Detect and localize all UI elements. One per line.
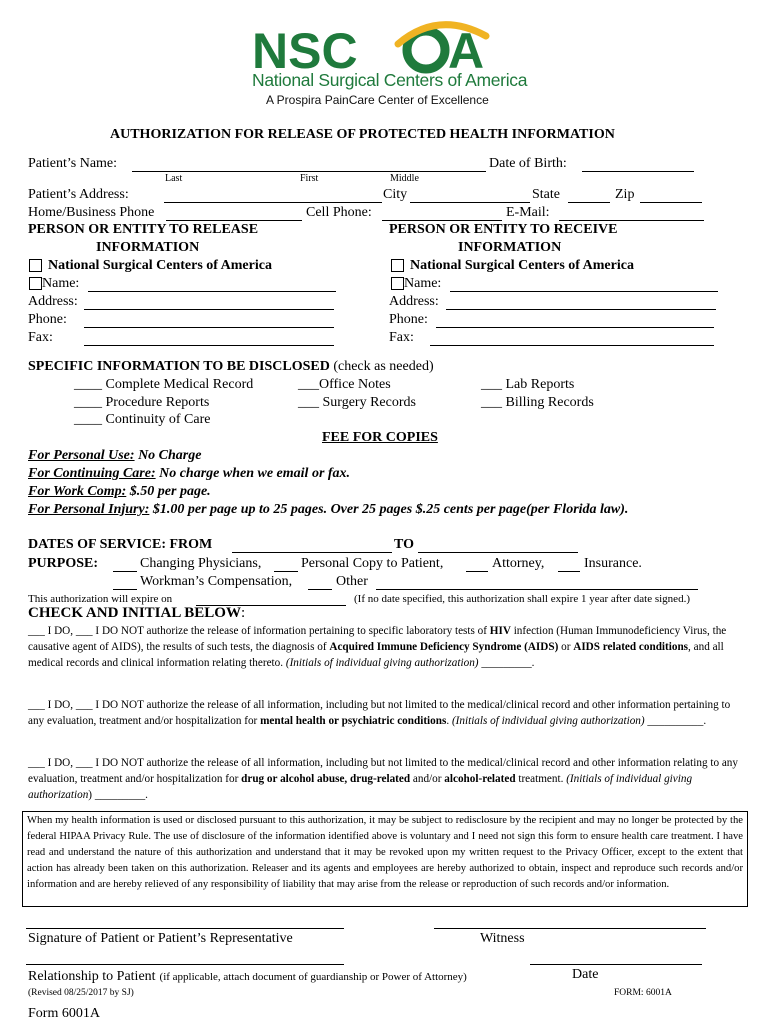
fee-heading: FEE FOR COPIES	[322, 430, 438, 445]
patient-address-label: Patient’s Address:	[28, 187, 129, 202]
disclose-billing-records[interactable]: ___ Billing Records	[481, 395, 594, 410]
release-phone-field[interactable]	[84, 327, 334, 328]
release-name-label: Name:	[42, 276, 80, 291]
witness-signature-line[interactable]	[434, 928, 706, 929]
mental-text-conditions: mental health or psychiatric conditions	[260, 715, 447, 727]
fee-work-comp-label: For Work Comp:	[28, 484, 127, 499]
dates-from-field[interactable]	[232, 552, 392, 553]
purpose-label: PURPOSE:	[28, 556, 98, 571]
drug-text-1: ___ I DO, ___ I DO NOT authorize the release of all information, including but not limited to the medical/clinical record and other information relating to any evaluation, treatment and/or hospitalization for	[28, 757, 738, 785]
check-heading-row	[28, 605, 245, 622]
disclose-complete-record[interactable]: ____ Complete Medical Record	[74, 377, 254, 392]
city-field[interactable]	[410, 202, 530, 203]
patient-name-field[interactable]	[132, 171, 486, 172]
dates-from-label: DATES OF SERVICE: FROM	[28, 537, 213, 552]
city-label: City	[383, 187, 408, 202]
expire-note: (If no date specified, this authorization shall expire 1 year after date signed.)	[354, 593, 690, 605]
logo-letters-nsc: NSC	[252, 23, 358, 79]
release-heading: PERSON OR ENTITY TO RELEASE	[28, 222, 259, 237]
mental-text-2: .	[446, 715, 452, 727]
drug-initials-blank: ) _________.	[88, 789, 148, 801]
mental-text-1: ___ I DO, ___ I DO NOT authorize the release of all information, including but not limited to the medical/clinical record and other information pertaining to any evaluation, treatment and/or hospitalization for	[28, 699, 731, 727]
release-phone-label: Phone:	[28, 312, 67, 327]
release-fax-field[interactable]	[84, 345, 334, 346]
hiv-text-hiv: HIV	[489, 625, 511, 637]
purpose-other: Other	[336, 574, 368, 589]
receive-name-checkbox[interactable]	[391, 277, 404, 290]
drug-text-alcohol: alcohol-related	[444, 773, 516, 785]
hiv-consent-paragraph[interactable]	[28, 623, 740, 671]
state-label: State	[532, 187, 560, 202]
disclose-office-notes[interactable]: ___Office Notes	[298, 377, 391, 392]
patient-name-label: Patient’s Name:	[28, 156, 118, 171]
release-nsca-checkbox[interactable]	[29, 259, 42, 272]
name-sub-first: First	[300, 173, 319, 184]
hiv-text-aids-related: AIDS related conditions	[573, 641, 689, 653]
home-phone-field[interactable]	[166, 220, 302, 221]
mental-consent-paragraph[interactable]	[28, 697, 740, 729]
form-name: Form 6001A	[28, 1006, 100, 1021]
org-name: National Surgical Centers of America	[252, 70, 528, 90]
fee-injury-value: $1.00 per page up to 25 pages. Over 25 pages $.25 cents per page(per Florida law).	[152, 502, 629, 517]
purpose-attorney: Attorney,	[492, 556, 545, 571]
drug-text-abuse: drug or alcohol abuse, drug-related	[241, 773, 411, 785]
fee-continuing-care	[28, 466, 350, 482]
relationship-line[interactable]	[26, 964, 344, 965]
disclose-continuity-care[interactable]: ____ Continuity of Care	[74, 412, 211, 427]
form-code: FORM: 6001A	[614, 988, 672, 998]
fee-continuing-value: No charge when we email or fax.	[159, 466, 351, 481]
purpose-other-blank[interactable]	[308, 589, 332, 590]
purpose-physicians-blank[interactable]	[113, 571, 137, 572]
name-sub-middle: Middle	[390, 173, 419, 184]
fee-personal-use-value: No Charge	[138, 448, 202, 463]
witness-label: Witness	[480, 931, 525, 946]
receive-address-label: Address:	[389, 294, 439, 309]
purpose-other-field[interactable]	[376, 589, 698, 590]
purpose-attorney-blank[interactable]	[466, 571, 488, 572]
fee-personal-use-label: For Personal Use:	[28, 448, 135, 463]
zip-label: Zip	[615, 187, 635, 202]
relationship-row	[28, 967, 467, 985]
release-nsca-label: National Surgical Centers of America	[48, 258, 272, 273]
receive-phone-field[interactable]	[436, 327, 714, 328]
receive-name-field[interactable]	[450, 291, 718, 292]
check-heading-colon: :	[240, 605, 246, 621]
receive-fax-field[interactable]	[430, 345, 714, 346]
hiv-text-1: ___ I DO, ___ I DO NOT authorize the release of information pertaining to specific laboratory tests of	[28, 625, 490, 637]
fee-personal-use	[28, 448, 201, 464]
fee-continuing-label: For Continuing Care:	[28, 466, 156, 481]
state-field[interactable]	[568, 202, 610, 203]
disclose-surgery-records[interactable]: ___ Surgery Records	[298, 395, 416, 410]
hiv-text-aids: Acquired Immune Deficiency Syndrome (AIDS)	[329, 641, 559, 653]
hiv-text-4: , and all medical records and clinical information relating thereto.	[28, 641, 724, 669]
revised-note: (Revised 08/25/2017 by SJ)	[28, 988, 134, 998]
release-address-field[interactable]	[84, 309, 334, 310]
release-address-label: Address:	[28, 294, 78, 309]
purpose-personal-blank[interactable]	[274, 571, 298, 572]
home-phone-label: Home/Business Phone	[28, 205, 155, 220]
drug-initials-label: (Initials of individual giving authorization	[28, 773, 693, 801]
purpose-personal-copy: Personal Copy to Patient,	[301, 556, 444, 571]
patient-signature-label: Signature of Patient or Patient’s Representative	[28, 931, 293, 946]
disclose-heading-row	[28, 359, 434, 375]
cell-phone-label: Cell Phone:	[306, 205, 372, 220]
email-field[interactable]	[559, 220, 704, 221]
drug-consent-paragraph[interactable]	[28, 755, 740, 803]
dates-to-field[interactable]	[418, 552, 578, 553]
disclose-heading: SPECIFIC INFORMATION TO BE DISCLOSED	[28, 359, 330, 374]
name-sub-last: Last	[165, 173, 183, 184]
purpose-insurance-blank[interactable]	[558, 571, 580, 572]
hiv-text-2: infection (Human Immunodeficiency Virus, the causative agent of AIDS), the results of such tests, the diagnosis of	[28, 625, 727, 653]
fee-work-comp-value: $.50 per page.	[129, 484, 211, 499]
disclose-heading-note: (check as needed)	[333, 359, 434, 374]
org-tagline: A Prospira PainCare Center of Excellence	[266, 93, 489, 107]
receive-heading-2: INFORMATION	[458, 240, 562, 255]
drug-text-3: treatment.	[515, 773, 567, 785]
form-title: AUTHORIZATION FOR RELEASE OF PROTECTED HEALTH INFORMATION	[110, 127, 615, 142]
receive-name-label: Name:	[404, 276, 442, 291]
relationship-note: (if applicable, attach document of guardianship or Power of Attorney)	[159, 971, 467, 983]
release-name-checkbox[interactable]	[29, 277, 42, 290]
dob-label: Date of Birth:	[489, 156, 567, 171]
purpose-insurance: Insurance.	[584, 556, 642, 571]
disclose-lab-reports[interactable]: ___ Lab Reports	[481, 377, 575, 392]
drug-text-2: and/or	[410, 773, 445, 785]
receive-phone-label: Phone:	[389, 312, 428, 327]
fee-injury-label: For Personal Injury:	[28, 502, 150, 517]
disclose-procedure-reports[interactable]: ____ Procedure Reports	[74, 395, 210, 410]
date-line[interactable]	[530, 964, 702, 965]
receive-nsca-label: National Surgical Centers of America	[410, 258, 634, 273]
logo-letter-a: A	[448, 23, 485, 79]
cell-phone-field[interactable]	[382, 220, 502, 221]
date-label: Date	[572, 967, 599, 982]
patient-address-field[interactable]	[164, 202, 382, 203]
expire-prefix: This authorization will expire on	[28, 593, 173, 605]
receive-nsca-checkbox[interactable]	[391, 259, 404, 272]
zip-field[interactable]	[640, 202, 702, 203]
mental-initials-label: (Initials of individual giving authorization)	[451, 715, 645, 727]
email-label: E-Mail:	[506, 205, 550, 220]
dob-field[interactable]	[582, 171, 694, 172]
patient-signature-line[interactable]	[26, 928, 344, 929]
dates-to-label: TO	[394, 537, 414, 552]
receive-heading: PERSON OR ENTITY TO RECEIVE	[389, 222, 618, 237]
release-heading-2: INFORMATION	[96, 240, 200, 255]
release-name-field[interactable]	[88, 291, 336, 292]
hiv-initials-blank: _________.	[478, 657, 535, 669]
hiv-initials-label: (Initials of individual giving authorization)	[285, 657, 479, 669]
purpose-workman: Workman’s Compensation,	[140, 574, 293, 589]
hiv-text-3: or	[558, 641, 574, 653]
fee-work-comp	[28, 484, 211, 500]
purpose-workman-blank[interactable]	[113, 589, 137, 590]
check-heading: CHECK AND INITIAL BELOW	[28, 605, 241, 621]
mental-initials-blank: __________.	[644, 715, 707, 727]
release-fax-label: Fax:	[28, 330, 53, 345]
purpose-physicians: Changing Physicians,	[140, 556, 262, 571]
receive-address-field[interactable]	[446, 309, 716, 310]
receive-fax-label: Fax:	[389, 330, 414, 345]
fee-personal-injury	[28, 502, 628, 518]
hipaa-notice: When my health information is used or disclosed pursuant to this authorization, it may be subject to redisclosure by the recipient and may no longer be protected by the federal HIPAA Privacy Rule. The use of disclosure of the information identified above is voluntary and I need not sign this form to ensure health care treatment. I have read and understand the nature of this authorization and understand that it may be revoked upon my written request to the Privacy Officer, except to the extent that action has already been taken on this authorization. Releaser and its agents and employees are hereby authorized to obtain, inspect and reproduce such records and/or information and are hereby relieved of any responsibility of liability that may arise from the release or reproduction of such records and/or information.	[22, 811, 748, 907]
relationship-label: Relationship to Patient	[28, 969, 156, 984]
